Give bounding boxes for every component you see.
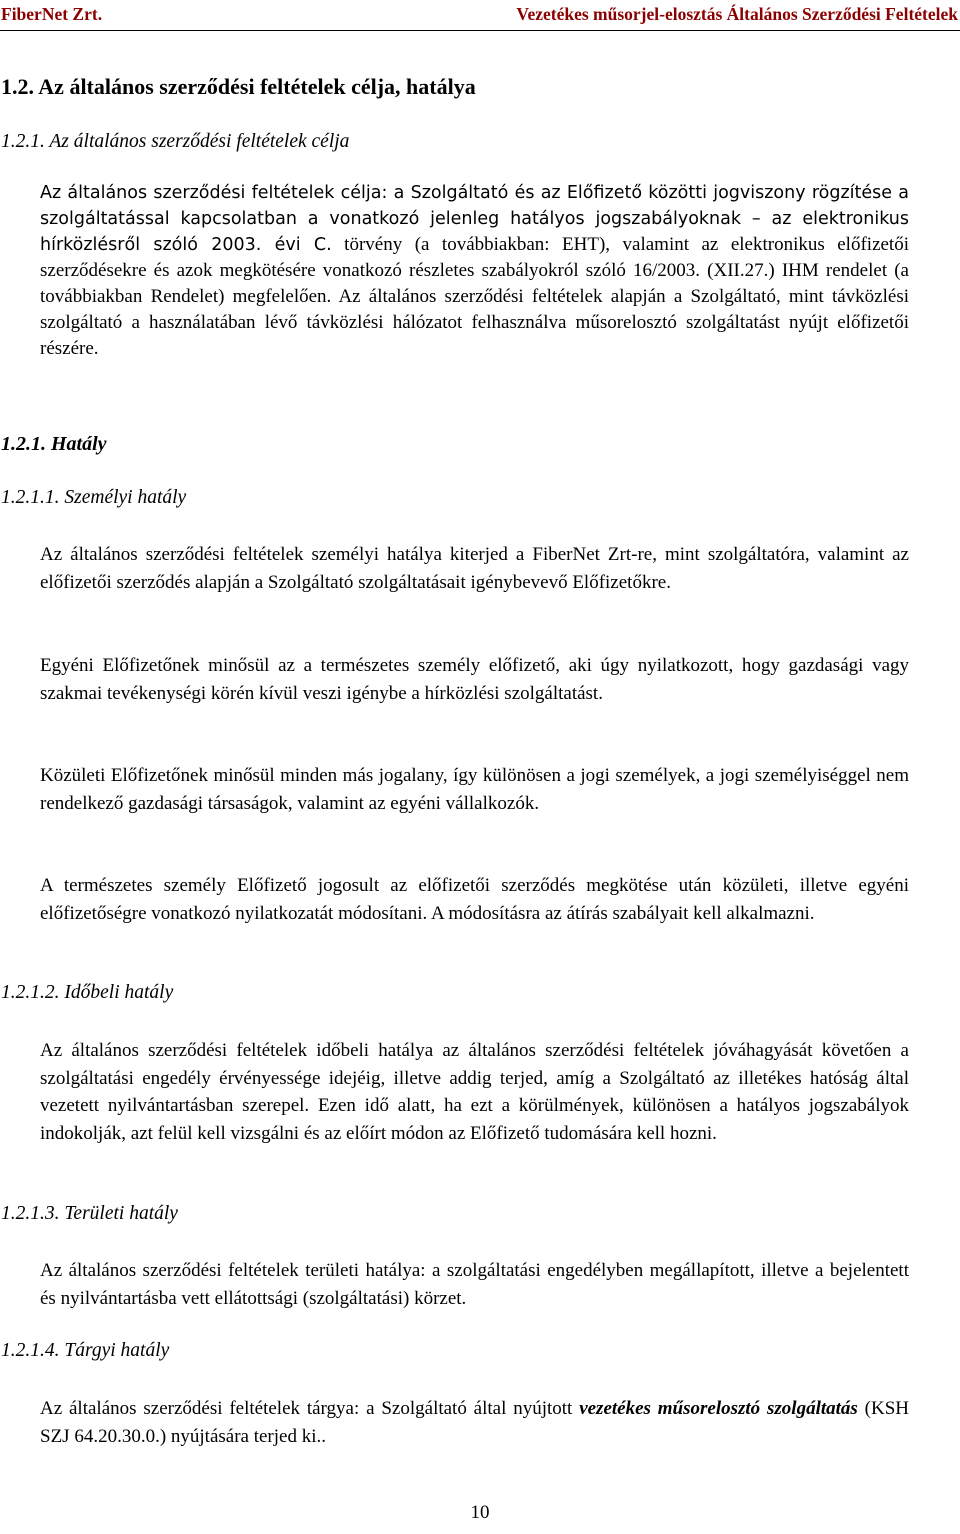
paragraph-targyi bbox=[40, 1395, 909, 1450]
paragraph-cel bbox=[40, 180, 909, 362]
paragraph-idobeli bbox=[40, 1037, 909, 1147]
heading-teruleti-hataly: 1.2.1.3. Területi hatály bbox=[1, 1203, 178, 1224]
paragraph-cel-part1: Az általános szerződési feltételek célja: a Szolgáltató és az Előfizető közötti jogviszony rögzítése a szolgáltatással kapcsolatban a vonatkozó jelenleg hatályos jogszabályoknak – az elektronikus hírközlésről szóló 2003. évi C. bbox=[40, 183, 909, 255]
heading-szemelyi-hataly: 1.2.1.1. Személyi hatály bbox=[1, 487, 187, 508]
subsection-heading-cel: 1.2.1. Az általános szerződési feltételek célja bbox=[1, 131, 350, 152]
header-document-title: Vezetékes műsorjel-elosztás Általános Szerződési Feltételek bbox=[516, 4, 958, 24]
paragraph-szemelyi-2-text: Egyéni Előfizetőnek minősül az a természetes személy előfizető, aki úgy nyilatkozott, hogy gazdasági vagy szakmai tevékenységi körén kívül veszi igénybe a hírközlési szolgáltatást. bbox=[40, 655, 909, 704]
paragraph-targyi-part1: Az általános szerződési feltételek tárgya: a Szolgáltató által nyújtott bbox=[40, 1398, 580, 1419]
paragraph-teruleti-text: Az általános szerződési feltételek területi hatálya: a szolgáltatási engedélyben megállapított, illetve a bejelentett és nyilvántartásba vett ellátottsági (szolgáltatási) körzet. bbox=[40, 1260, 909, 1309]
paragraph-szemelyi-3-text: Közületi Előfizetőnek minősül minden más jogalany, így különösen a jogi személyek, a jogi személyiséggel nem rendelkező gazdasági társaságok, valamint az egyéni vállalkozók. bbox=[40, 765, 909, 814]
paragraph-szemelyi-1-text: Az általános szerződési feltételek személyi hatálya kiterjed a FiberNet Zrt-re, mint szolgáltatóra, valamint az előfizetői szerződés alapján a Szolgáltató szolgáltatásait igénybevevő Előfizetőkre. bbox=[40, 544, 909, 593]
paragraph-szemelyi-2 bbox=[40, 652, 909, 707]
subsection-heading-hataly: 1.2.1. Hatály bbox=[1, 433, 107, 455]
heading-targyi-hataly: 1.2.1.4. Tárgyi hatály bbox=[1, 1340, 170, 1361]
section-heading: 1.2. Az általános szerződési feltételek célja, hatálya bbox=[1, 74, 476, 99]
page-header bbox=[0, 0, 960, 31]
paragraph-idobeli-text: Az általános szerződési feltételek időbeli hatálya az általános szerződési feltételek jóváhagyását követően a szolgáltatási engedély érvényessége idejéig, illetve addig terjed, amíg a Szolgáltató az illetékes hatóság által vezetett nyilvántartásban szerepel. Ezen idő alatt, ha ezt a körülmények, különösen a hatályos jogszabályok indokolják, azt felül kell vizsgálni és az előírt módon az Előfizető tudomására kell hozni. bbox=[40, 1040, 909, 1144]
paragraph-cel-part2: törvény (a továbbiakban: EHT), valamint az elektronikus előfizetői szerződésekre és azok megkötésére vonatkozó részletes szabályokról szóló 16/2003. (XII.27.) IHM rendelet (a továbbiakban Rendelet) megfelelően. Az általános szerződési feltételek alapján a Szolgáltató, mint távközlési szolgáltató a használatában lévő távközlési hálózatot felhasználva műsorelosztó szolgáltatást nyújt előfizetői részére. bbox=[40, 234, 909, 359]
paragraph-szemelyi-3 bbox=[40, 762, 909, 817]
header-company: FiberNet Zrt. bbox=[1, 4, 103, 24]
paragraph-teruleti bbox=[40, 1257, 909, 1312]
page-number: 10 bbox=[470, 1502, 490, 1523]
paragraph-targyi-part2: (KSH SZJ 64.20.30.0.) nyújtására terjed ki.. bbox=[40, 1398, 909, 1447]
paragraph-szemelyi-4 bbox=[40, 872, 909, 927]
paragraph-targyi-emphasis: vezetékes műsorelosztó szolgáltatás bbox=[579, 1398, 858, 1419]
paragraph-szemelyi-1 bbox=[40, 541, 909, 596]
heading-idobeli-hataly: 1.2.1.2. Időbeli hatály bbox=[1, 982, 174, 1003]
paragraph-szemelyi-4-text: A természetes személy Előfizető jogosult az előfizetői szerződés megkötése után közületi, illetve egyéni előfizetőségre vonatkozó nyilatkozatát módosítani. A módosításra az átírás szabályait kell alkalmazni. bbox=[40, 875, 909, 924]
